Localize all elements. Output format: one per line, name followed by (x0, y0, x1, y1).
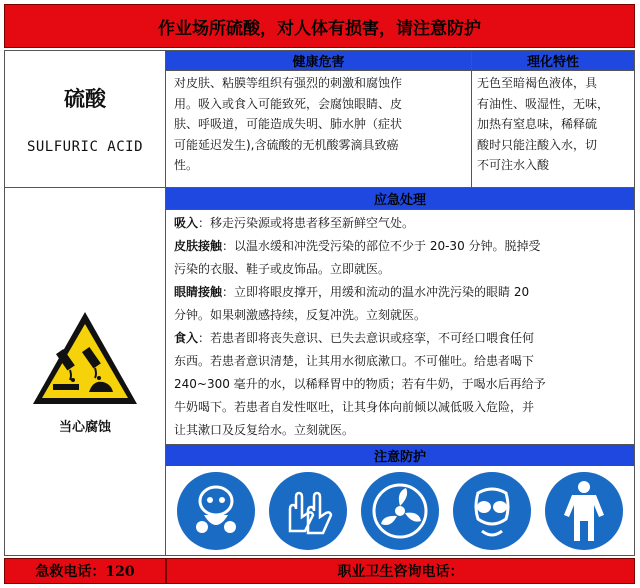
emergency-phone: 急救电话：120 (4, 558, 166, 584)
health-hazard-header: 健康危害 (166, 51, 472, 71)
emergency-item-ingestion: 食入：若患者即将丧失意识、已失去意识或痉挛，不可经口喂食任何 (174, 331, 535, 345)
emergency-line: 让其漱口及反复给水。立刻就医。 (174, 423, 355, 437)
chemical-name-en: SULFURIC ACID (26, 139, 144, 155)
corrosive-warning-icon (29, 308, 141, 408)
health-line: 对皮肤、粘膜等组织有强烈的刺激和腐蚀作 (174, 76, 403, 90)
protection-header: 注意防护 (166, 444, 634, 466)
protection-icons (166, 466, 634, 555)
health-line: 用。吸入或食入可能致死，会腐蚀眼睛、皮 (174, 96, 403, 111)
protective-suit-icon (544, 471, 624, 551)
emergency-header: 应急处理 (166, 188, 634, 210)
chemical-name-cn: 硫酸 (64, 86, 106, 111)
health-line: 可能延迟发生),含硫酸的无机酸雾滴具致癌 (174, 137, 399, 152)
respirator-mask-icon (176, 471, 256, 551)
health-hazard-text (166, 71, 472, 188)
emergency-line: 240~300 毫升的水，以稀释胃中的物质；若有牛奶，于喝水后再给予 (174, 377, 546, 391)
health-line: 性。 (174, 158, 199, 172)
physical-line: 无色至暗褐色液体，具 (477, 76, 598, 90)
emergency-item-skin: 皮肤接触：以温水缓和冲洗受污染的部位不少于 20-30 分钟。脱掉受 (174, 239, 541, 253)
info-grid (4, 50, 635, 556)
consult-phone: 职业卫生咨询电话： (166, 558, 635, 584)
emergency-item-eye: 眼睛接触：立即将眼皮撑开，用缓和流动的温水冲洗污染的眼睛 20 (174, 285, 530, 299)
health-line: 肤、呼吸道，可能造成失明、肺水肿（症状 (174, 117, 403, 131)
hazard-sign-label: 当心腐蚀 (58, 420, 111, 435)
emergency-line: 东西。若患者意识清楚，让其用水彻底漱口。不可催吐。给患者喝下 (174, 354, 535, 368)
emergency-line: 分钟。如果刺激感持续，反复冲洗。立刻就医。 (174, 308, 427, 322)
emergency-line: 污染的衣服、鞋子或皮饰品。立即就医。 (174, 262, 391, 276)
physical-properties-header: 理化特性 (472, 51, 634, 71)
page-title: 作业场所硫酸，对人体有损害，请注意防护 (4, 4, 635, 48)
safety-goggles-icon (452, 471, 532, 551)
physical-line: 有油性、吸湿性，无味， (477, 96, 610, 111)
emergency-line: 牛奶喝下。若患者自发性呕吐，让其身体向前倾以减低吸入危险，并 (174, 400, 535, 414)
physical-line: 加热有窒息味，稀释硫 (477, 117, 598, 131)
physical-properties-text (472, 71, 634, 188)
chemical-name-panel (5, 51, 166, 188)
emergency-item-inhalation: 吸入：移走污染源或将患者移至新鲜空气处。 (174, 216, 415, 230)
ventilation-fan-icon (360, 471, 440, 551)
protective-gloves-icon (268, 471, 348, 551)
physical-line: 酸时只能注酸入水，切 (477, 137, 598, 152)
hazard-sign-panel (5, 188, 166, 555)
emergency-text (166, 210, 634, 444)
physical-line: 不可注水入酸 (477, 158, 550, 172)
